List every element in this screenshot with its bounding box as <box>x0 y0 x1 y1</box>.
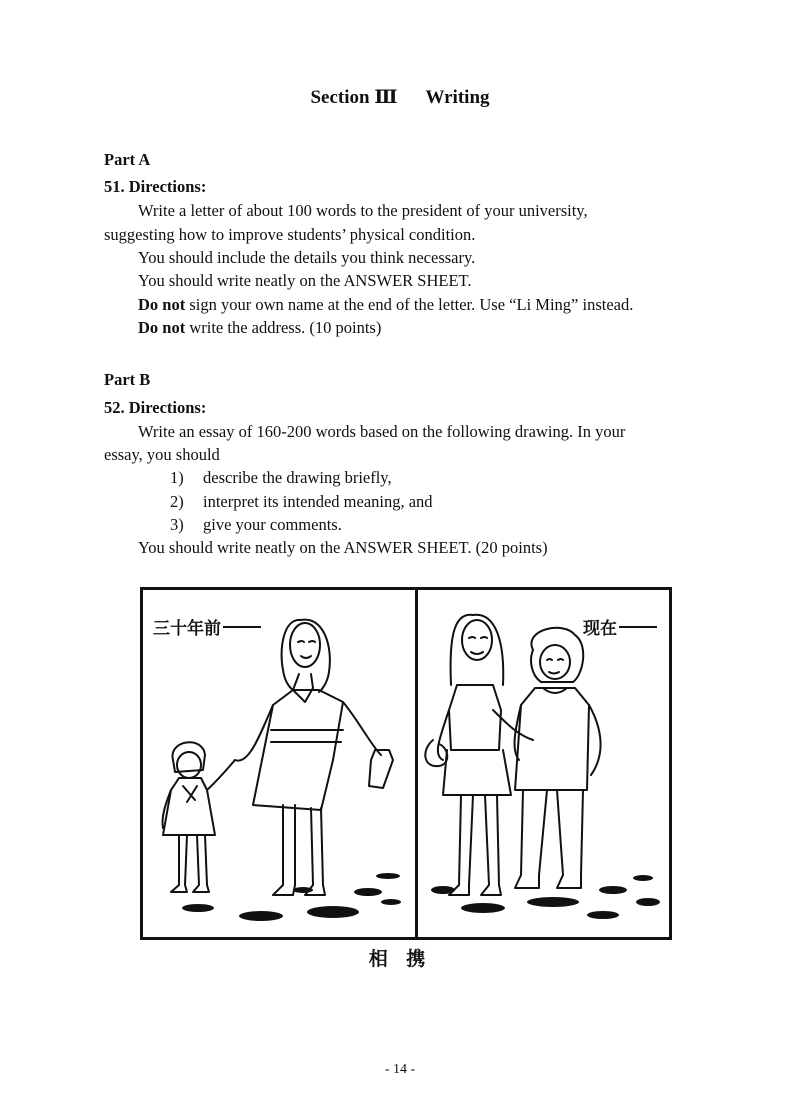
list-item-number: 2) <box>170 492 184 511</box>
part-a-line-3: You should include the details you think necessary. <box>138 248 476 267</box>
part-a-line-2: suggesting how to improve students’ physical condition. <box>104 225 476 244</box>
part-b-line-1: Write an essay of 160-200 words based on the following drawing. In your <box>138 422 626 441</box>
comic-drawing <box>140 587 672 940</box>
part-a-line-6-text: write the address. (10 points) <box>185 318 382 337</box>
do-not-emphasis: Do not <box>138 318 186 337</box>
mother-figure <box>235 620 393 895</box>
comic-illustration <box>143 590 669 937</box>
part-a-line-5-text: sign your own name at the end of the letter. Use “Li Ming” instead. <box>185 295 634 314</box>
do-not-emphasis: Do not <box>138 295 186 314</box>
part-a-line-5 <box>138 295 633 315</box>
part-b-line-2: essay, you should <box>104 445 220 464</box>
child-figure <box>162 742 235 892</box>
list-item-text: interpret its intended meaning, and <box>203 492 433 511</box>
section-label: Section Ⅲ <box>310 87 398 108</box>
section-title <box>0 86 800 109</box>
comic-caption: 相 携 <box>368 948 432 970</box>
part-a-line-1: Write a letter of about 100 words to the president of your university, <box>138 201 588 220</box>
list-item-number: 1) <box>170 468 184 487</box>
part-a-heading: Part A <box>104 150 151 169</box>
part-b-closing: You should write neatly on the ANSWER SHEET. (20 points) <box>138 538 548 557</box>
list-item-text: describe the drawing briefly, <box>203 468 392 487</box>
question-51-label: 51. Directions: <box>104 177 207 196</box>
page-number: - 14 - <box>384 1062 416 1077</box>
part-b-heading: Part B <box>104 370 151 389</box>
question-52-label: 52. Directions: <box>104 398 207 417</box>
left-panel-label-text: 三十年前 <box>153 619 221 639</box>
ground-shadows <box>182 873 660 921</box>
part-a-line-6 <box>138 318 381 338</box>
list-item-number: 3) <box>170 515 184 534</box>
right-panel-label-text: 现在 <box>583 619 617 639</box>
part-a-line-4: You should write neatly on the ANSWER SHEET. <box>138 271 472 290</box>
section-name: Writing <box>425 87 490 108</box>
list-item-text: give your comments. <box>203 515 342 534</box>
elder-mother-figure <box>515 628 601 888</box>
